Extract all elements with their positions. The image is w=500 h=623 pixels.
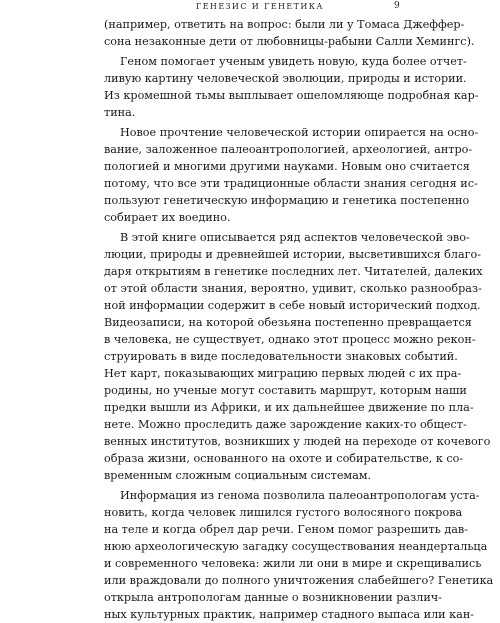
text-line: венных институтов, возникших у людей на переходе от кочевого [104, 435, 491, 448]
text-line: Нет карт, показывающих миграцию первых людей с их пра- [104, 367, 462, 380]
paragraph [104, 229, 491, 484]
page-number: 9 [394, 1, 400, 11]
text-line: даря открытиям в генетике последних лет. Читателей, далеких [104, 265, 483, 278]
text-line: предки вышли из Африки, и их дальнейшее движение по пла- [104, 401, 474, 414]
text-line: потому, что все эти традиционные области знания сегодня ис- [104, 177, 478, 190]
text-line: ной информации содержит в себе новый исторический подход. [104, 299, 481, 312]
text-line: вание, заложенное палеоантропологией, археологией, антро- [104, 143, 473, 156]
text-line: Информация из генома позволила палеоантропологам уста- [120, 489, 480, 502]
text-line: или враждовали до полного уничтожения слабейшего? Генетика [104, 574, 494, 587]
text-line: в человека, не существует, однако этот процесс можно рекон- [104, 333, 476, 346]
running-head: ГЕНЕЗИС И ГЕНЕТИКА [196, 2, 324, 11]
text-line: новить, когда человек лишился густого волосяного покрова [104, 506, 463, 519]
text-line: нюю археологическую загадку сосуществования неандертальца [104, 540, 488, 553]
text-line: нете. Можно проследить даже зарождение каких-то общест- [104, 418, 467, 431]
paragraph [104, 16, 475, 50]
text-line: Геном помогает ученым увидеть новую, куда более отчет- [120, 55, 467, 68]
body-text [104, 16, 494, 623]
text-line: открыла антропологам данные о возникновении различ- [104, 591, 442, 604]
paragraph [104, 124, 479, 226]
paragraph [104, 487, 494, 623]
text-line: Из кромешной тьмы выплывает ошеломляюще подробная кар- [104, 89, 479, 102]
text-line: (например, ответить на вопрос: были ли у Томаса Джеффер- [104, 18, 465, 31]
text-line: люции, природы и древнейшей истории, высветившихся благо- [104, 248, 482, 261]
text-line: сона незаконные дети от любовницы-рабыни Салли Хемингс). [104, 35, 475, 48]
text-line: ливую картину человеческой эволюции, природы и истории. [104, 72, 467, 85]
text-line: на теле и когда обрел дар речи. Геном помог разрешить дав- [104, 523, 469, 536]
paragraph [104, 53, 479, 121]
text-line: ных культурных практик, например стадного выпаса или кан- [104, 608, 475, 621]
text-line: временным сложным социальным системам. [104, 469, 372, 482]
text-line: от этой области знания, вероятно, удивит, сколько разнообраз- [104, 282, 482, 295]
text-line: и современного человека: жили ли они в мире и скрещивались [104, 557, 482, 570]
text-line: тина. [104, 106, 136, 119]
text-line: пользуют генетическую информацию и генетика постепенно [104, 194, 470, 207]
text-line: родины, но ученые могут составить маршрут, которым наши [104, 384, 467, 397]
text-line: Видеозаписи, на которой обезьяна постепенно превращается [104, 316, 472, 329]
text-line: образа жизни, основанного на охоте и собирательстве, к со- [104, 452, 464, 465]
text-line: Новое прочтение человеческой истории опирается на осно- [120, 126, 479, 139]
text-line: собирает их воедино. [104, 211, 231, 224]
text-line: пологией и многими другими науками. Новым оно считается [104, 160, 470, 173]
text-line: В этой книге описывается ряд аспектов человеческой эво- [120, 231, 470, 244]
text-line: струировать в виде последовательности знаковых событий. [104, 350, 458, 363]
